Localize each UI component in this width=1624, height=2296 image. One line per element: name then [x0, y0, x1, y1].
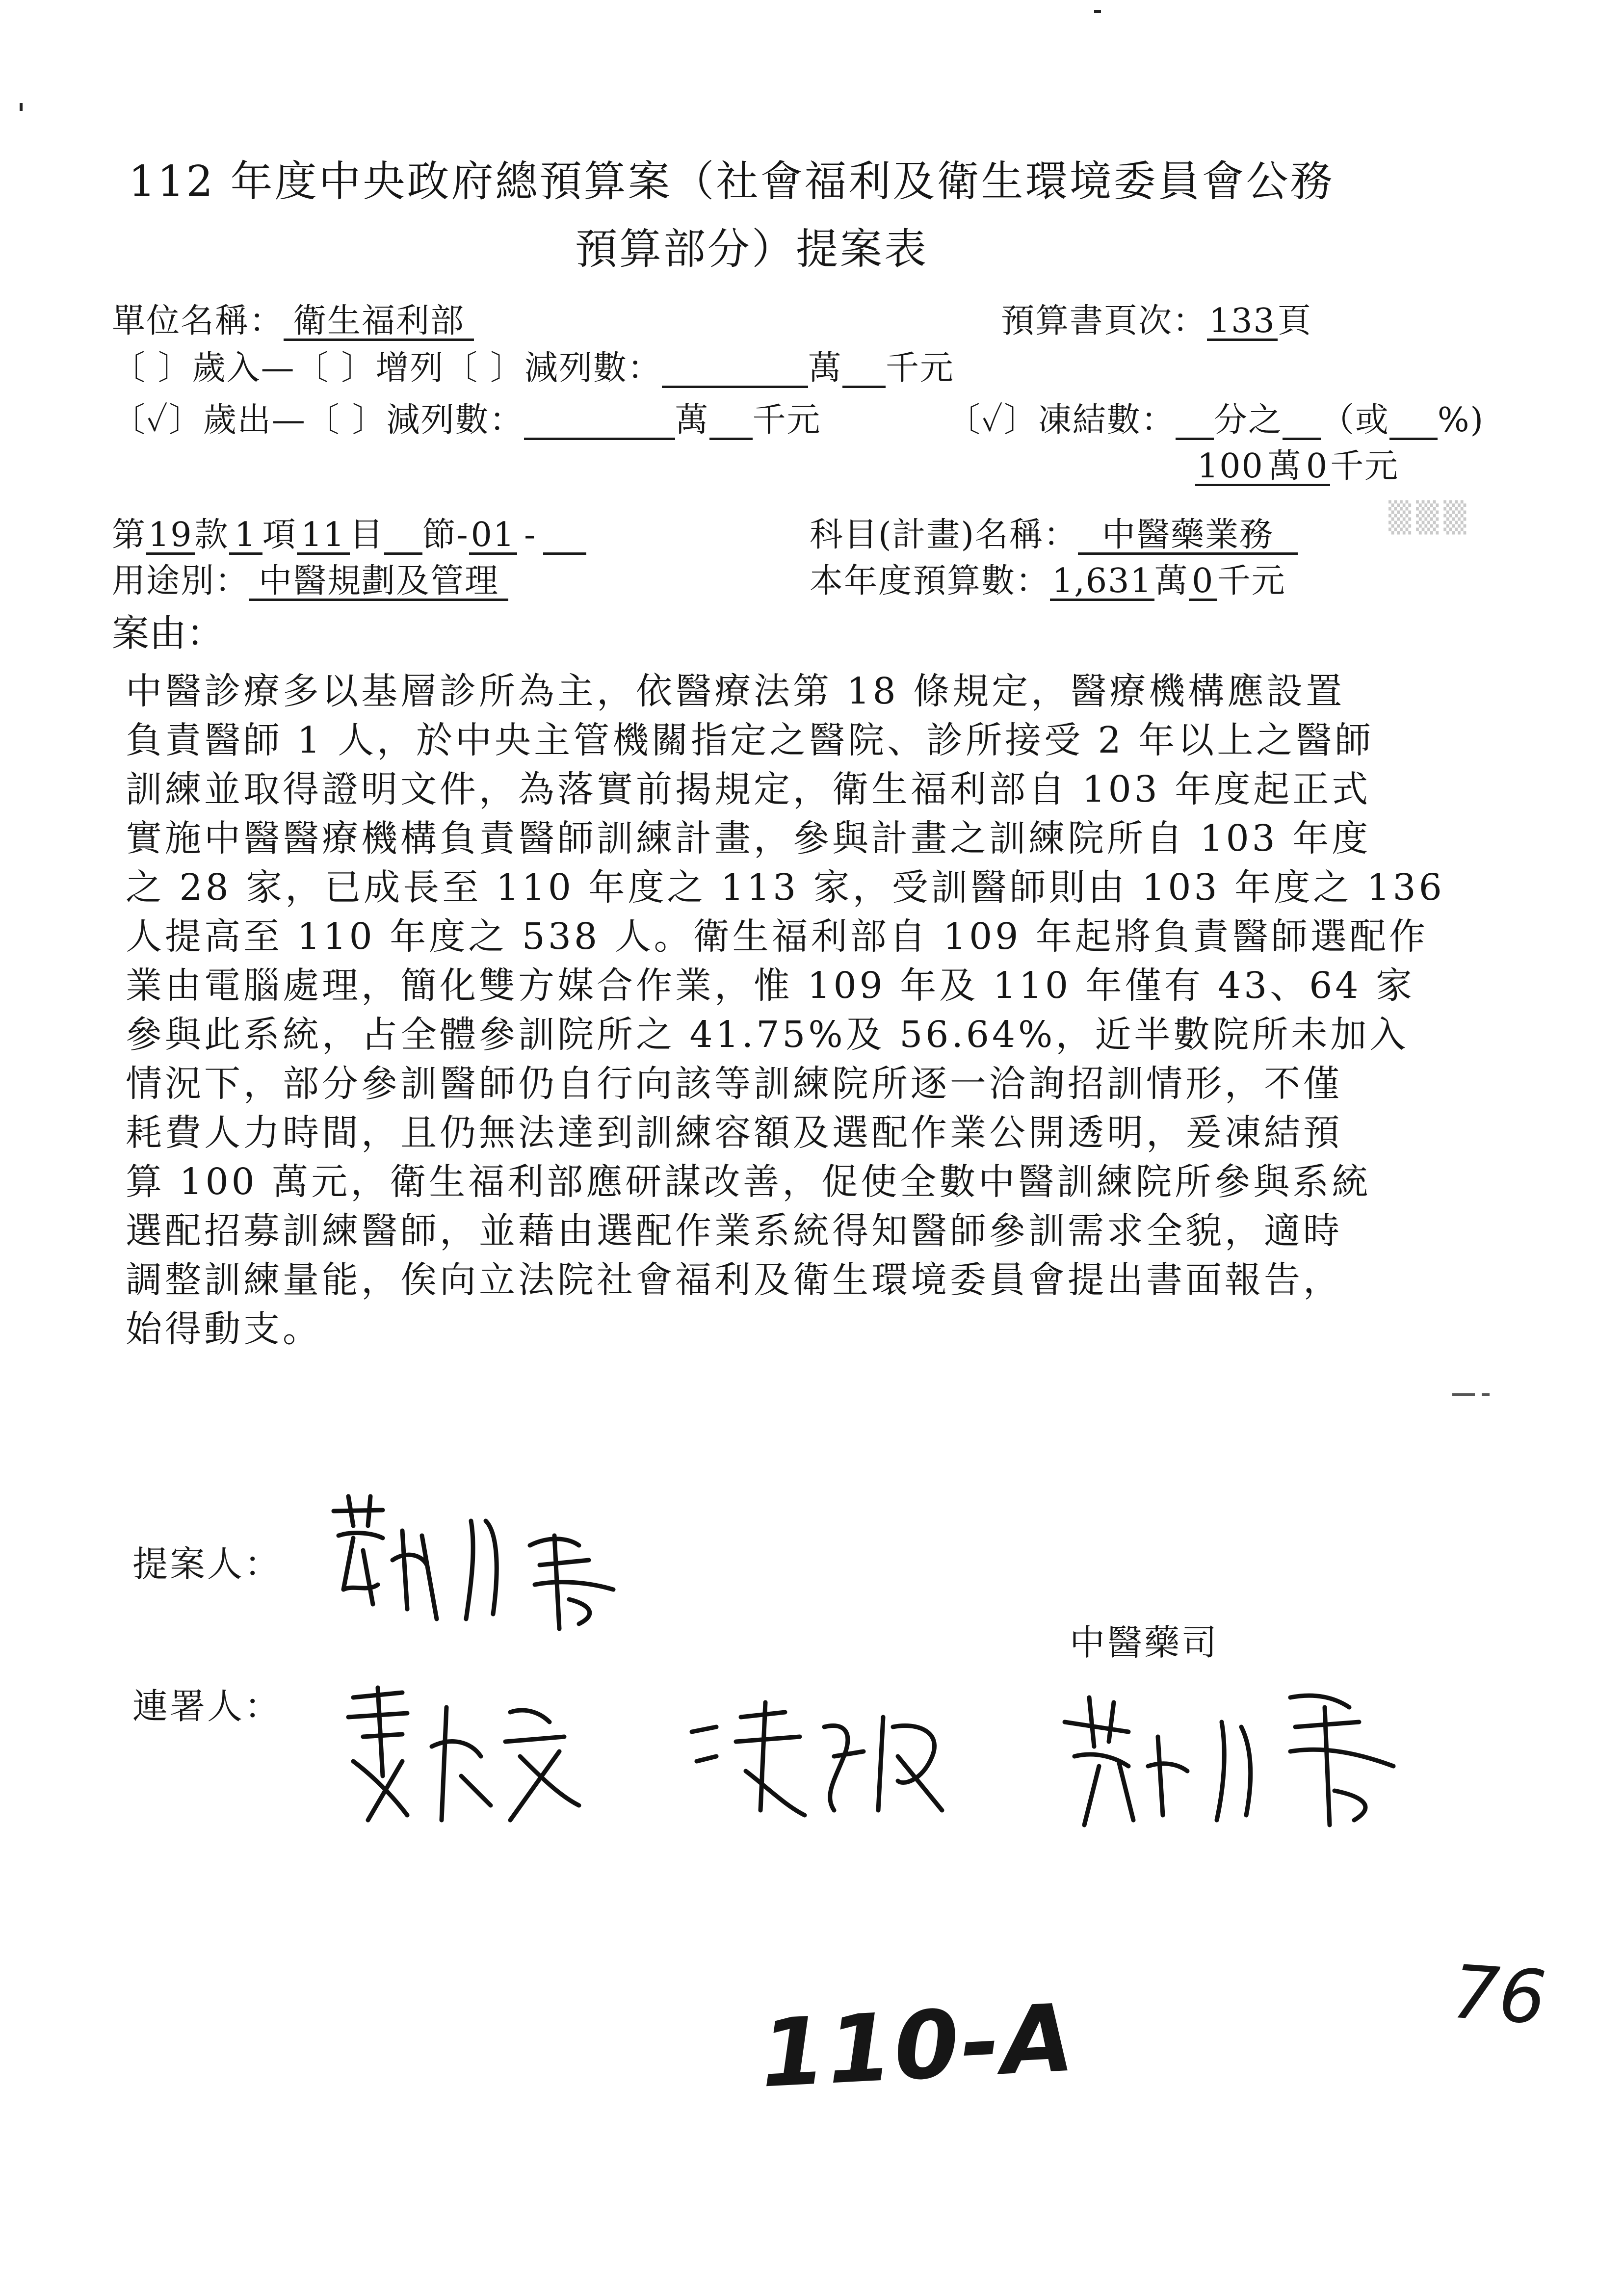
cosigner-label: 連署人： — [132, 1686, 282, 1727]
reason-line: 負責醫師 1 人，於中央主管機關指定之醫院、診所接受 2 年以上之醫師 — [126, 719, 1374, 761]
reason-line: 中醫診療多以基層診所為主，依醫療法第 18 條規定，醫療機構應設置 — [126, 670, 1345, 712]
unit-name-label: 單位名稱： — [112, 302, 284, 340]
purpose-value: 中醫規劃及管理 — [249, 564, 508, 601]
mu-label: 目 — [349, 516, 384, 554]
increase-label: 增列 — [375, 349, 445, 388]
budget-page-row — [1001, 294, 1312, 342]
freeze-label: 凍結數： — [1038, 401, 1176, 440]
title-line-1: 112 年度中央政府總預算案（社會福利及衛生環境委員會公務 — [129, 157, 1335, 206]
decrease-checkbox: 〔 〕 — [444, 349, 524, 388]
reason-line: 實施中醫醫療機構負責醫師訓練計畫，參與計畫之訓練院所自 103 年度 — [126, 817, 1371, 860]
subject-label: 科目(計畫)名稱： — [810, 516, 1078, 554]
classification-dash: - — [524, 516, 537, 554]
reason-line: 選配招募訓練醫師，並藉由選配作業系統得知醫師參訓需求全貌，適時 — [126, 1210, 1342, 1252]
freeze-amount-wan: 100 — [1195, 449, 1266, 486]
freeze-or-label: （或 — [1320, 401, 1389, 440]
proposer-signature — [324, 1491, 628, 1639]
purpose-label: 用途別： — [112, 562, 250, 600]
expenditure-label: 歲出— — [203, 401, 306, 440]
budget-page-value: 133 — [1207, 304, 1278, 341]
freeze-fraction-label: 分之 — [1213, 401, 1283, 440]
subject-row — [810, 508, 1298, 556]
purpose-row — [112, 554, 508, 602]
cosigner-signature-3 — [1060, 1678, 1433, 1835]
reason-line: 耗費人力時間，且仍無法達到訓練容額及選配作業公開透明，爰凍結預 — [126, 1112, 1342, 1154]
freeze-checkbox: 〔✓〕 — [947, 401, 1038, 440]
kuan-number: 19 — [146, 518, 195, 555]
revenue-row — [112, 341, 954, 389]
annual-budget-unit-wan: 萬 — [1154, 562, 1189, 600]
reason-line: 業由電腦處理，簡化雙方媒合作業，惟 109 年及 110 年僅有 43、64 家 — [126, 965, 1415, 1007]
revenue-unit-qian: 千元 — [885, 349, 954, 388]
freeze-amount-qian: 0 — [1304, 449, 1330, 486]
handwritten-page-number: 76 — [1449, 1949, 1549, 2041]
reason-line: 算 100 萬元，衛生福利部應研謀改善，促使全數中醫訓練院所參與系統 — [126, 1161, 1371, 1203]
annual-budget-unit-qian: 千元 — [1217, 562, 1286, 600]
faint-stamp-mark: ▒▒▒ — [1388, 500, 1471, 535]
reason-line: 參與此系統，占全體參訓院所之 41.75%及 56.64%，近半數院所未加入 — [126, 1014, 1409, 1056]
proposer-label: 提案人： — [132, 1543, 282, 1585]
reason-line: 情況下，部分參訓醫師仍自行向該等訓練院所逐一洽詢招訓情形，不僅 — [126, 1063, 1342, 1105]
freeze-unit-wan: 萬 — [1266, 449, 1304, 486]
revenue-checkbox: 〔 〕 — [112, 349, 192, 388]
freeze-row — [947, 393, 1484, 441]
mu-number: 11 — [297, 518, 350, 555]
reason-line: 之 28 家，已成長至 110 年度之 113 家，受訓醫師則由 103 年度之 136 — [126, 866, 1445, 909]
scan-speck — [1482, 1393, 1490, 1396]
title-line-2: 預算部分）提案表 — [575, 225, 928, 274]
cosigner-signature-2 — [687, 1688, 962, 1825]
department-note: 中醫藥司 — [1070, 1622, 1219, 1663]
unit-name-value: 衛生福利部 — [284, 304, 474, 341]
cosigner-signature-1 — [334, 1678, 589, 1835]
annual-budget-row — [810, 554, 1286, 602]
increase-checkbox: 〔 〕 — [295, 349, 376, 388]
reason-line: 始得動支。 — [126, 1308, 322, 1350]
expenditure-checkbox: 〔✓〕 — [112, 401, 203, 440]
reason-line: 訓練並取得證明文件，為落實前揭規定，衛生福利部自 103 年度起正式 — [126, 768, 1371, 810]
jie-number: 01 — [469, 518, 518, 555]
revenue-unit-wan: 萬 — [808, 349, 842, 388]
reason-line: 人提高至 110 年度之 538 人。衛生福利部自 109 年起將負責醫師選配作 — [126, 915, 1428, 958]
expenditure-decrease-label: 減列數： — [386, 401, 524, 440]
handwritten-code: 110-A — [758, 1983, 1078, 2109]
scan-speck — [1094, 10, 1101, 13]
expenditure-unit-wan: 萬 — [675, 401, 709, 440]
classification-row — [112, 508, 586, 556]
reason-line: 調整訓練量能，俟向立法院社會福利及衛生環境委員會提出書面報告， — [126, 1259, 1342, 1301]
jie-label: 節- — [422, 516, 469, 554]
xiang-label: 項 — [262, 516, 297, 554]
subject-value: 中醫藥業務 — [1078, 518, 1298, 555]
expenditure-decrease-checkbox: 〔 〕 — [306, 401, 387, 440]
scan-speck — [20, 103, 23, 111]
expenditure-unit-qian: 千元 — [752, 401, 821, 440]
annual-budget-qian: 0 — [1189, 564, 1217, 601]
reason-title: 案由： — [112, 611, 224, 655]
kuan-label: 款 — [194, 516, 229, 554]
xiang-number: 1 — [229, 518, 262, 555]
annual-budget-label: 本年度預算數： — [810, 562, 1050, 600]
freeze-unit-qian: 千元 — [1330, 447, 1399, 486]
expenditure-row — [112, 393, 821, 441]
revenue-label: 歲入— — [192, 349, 295, 388]
annual-budget-wan: 1,631 — [1050, 564, 1154, 601]
budget-page-label: 預算書頁次： — [1001, 302, 1207, 340]
decrease-label: 減列數： — [524, 349, 662, 388]
budget-page-suffix: 頁 — [1277, 302, 1312, 340]
classification-di: 第 — [112, 516, 147, 554]
freeze-amount-row — [1195, 440, 1399, 487]
freeze-percent-label: %) — [1437, 401, 1485, 440]
scan-speck — [1452, 1393, 1475, 1396]
unit-name-row — [112, 294, 474, 342]
